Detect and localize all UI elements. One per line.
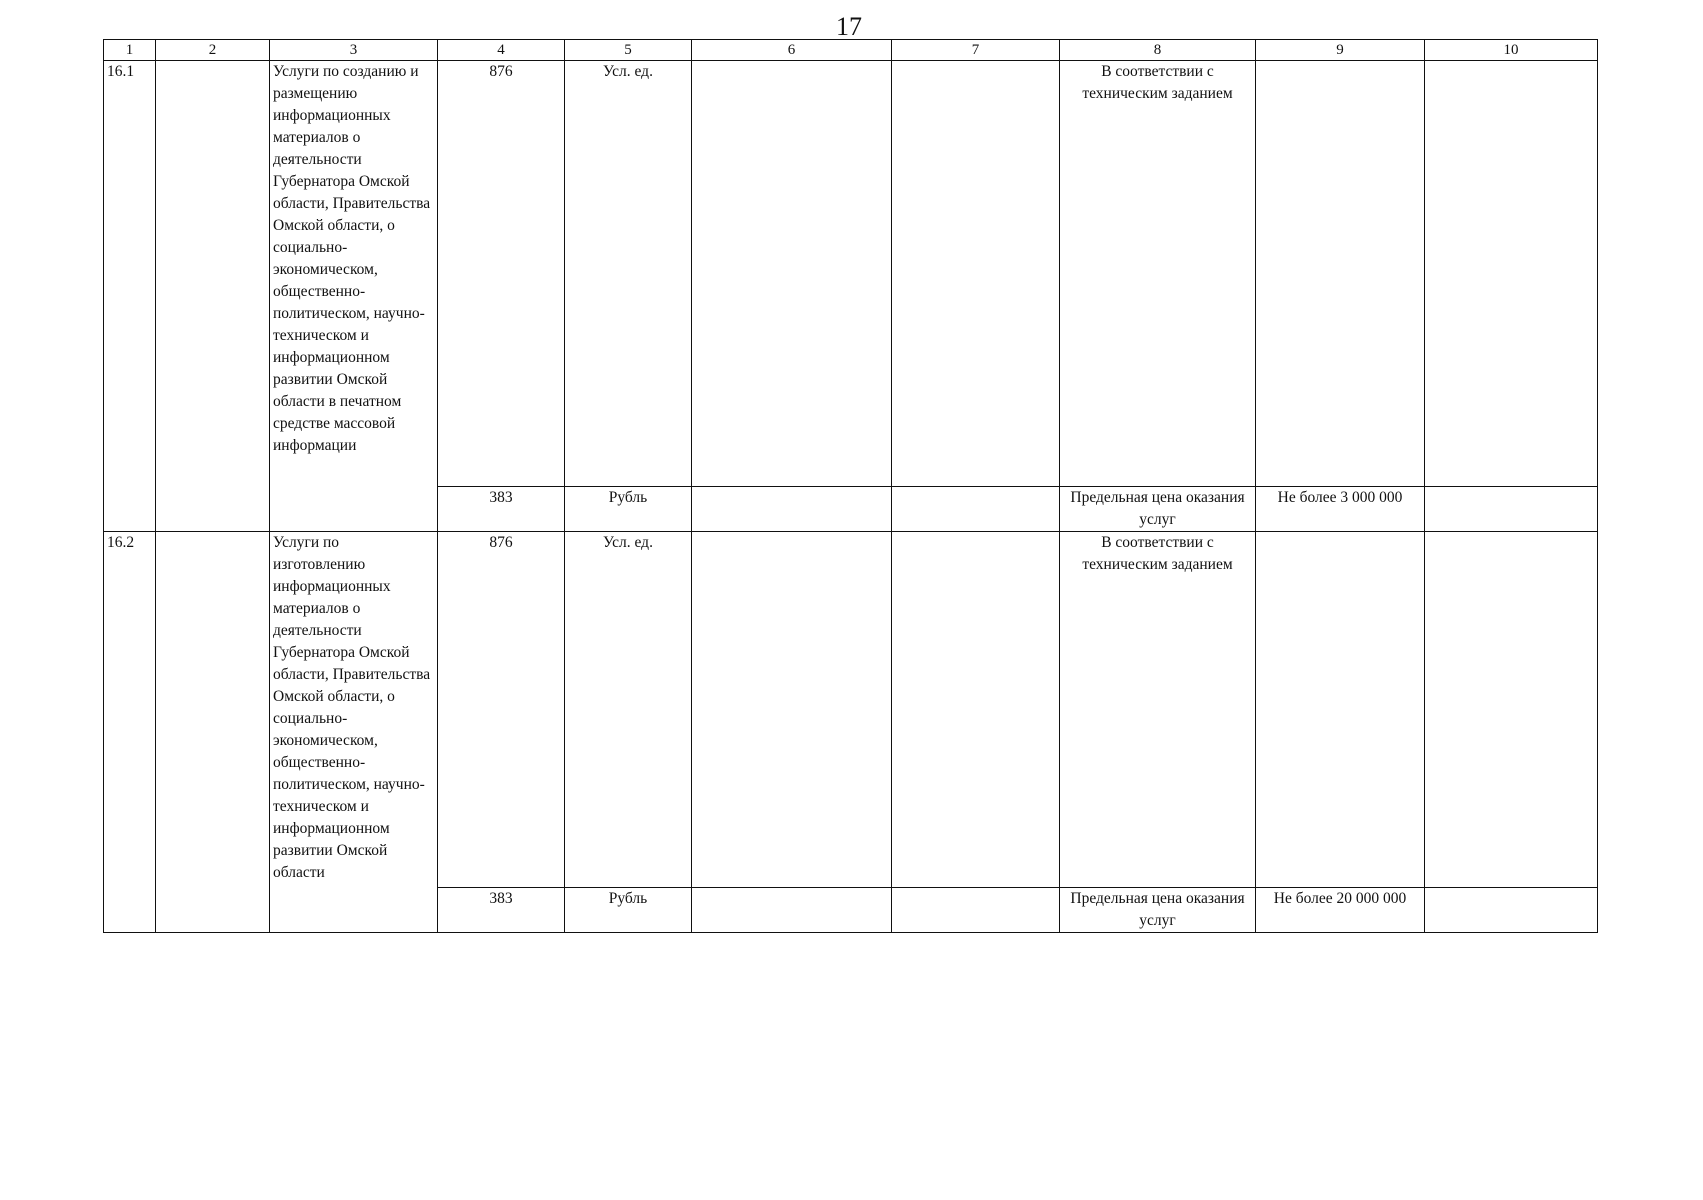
header-cell: 2 <box>156 40 270 61</box>
header-row <box>104 40 1598 61</box>
row-code: 876 <box>438 61 565 487</box>
header-cell: 10 <box>1425 40 1598 61</box>
row-value: Не более 20 000 000 <box>1256 888 1425 933</box>
row-col7 <box>892 888 1060 933</box>
row-unit: Усл. ед. <box>565 532 692 888</box>
row-characteristic: В соответствии с техническим заданием <box>1060 532 1256 888</box>
row-characteristic: Предельная цена оказания услуг <box>1060 888 1256 933</box>
header-cell: 3 <box>270 40 438 61</box>
row-id: 16.1 <box>104 61 156 532</box>
row-value <box>1256 532 1425 888</box>
row-col6 <box>692 532 892 888</box>
header-cell: 4 <box>438 40 565 61</box>
requirements-table <box>103 39 1598 933</box>
table-row <box>104 61 1598 487</box>
header-cell: 5 <box>565 40 692 61</box>
row-col2 <box>156 61 270 532</box>
row-code: 383 <box>438 888 565 933</box>
header-cell: 9 <box>1256 40 1425 61</box>
row-code: 876 <box>438 532 565 888</box>
row-col10 <box>1425 888 1598 933</box>
row-col7 <box>892 532 1060 888</box>
row-value: Не более 3 000 000 <box>1256 487 1425 532</box>
row-unit: Рубль <box>565 487 692 532</box>
row-description: Услуги по созданию и размещению информационных материалов о деятельности Губернатора Омской области, Правительства Омской области, о социально-экономическом, общественно-политическом, научно-техническом и информационном развитии Омской области в печатном средстве массовой информации <box>270 61 438 532</box>
row-id: 16.2 <box>104 532 156 933</box>
header-cell: 7 <box>892 40 1060 61</box>
row-col2 <box>156 532 270 933</box>
row-characteristic: Предельная цена оказания услуг <box>1060 487 1256 532</box>
row-value <box>1256 61 1425 487</box>
row-col7 <box>892 487 1060 532</box>
row-col6 <box>692 61 892 487</box>
header-cell: 1 <box>104 40 156 61</box>
row-code: 383 <box>438 487 565 532</box>
row-col10 <box>1425 61 1598 487</box>
row-col10 <box>1425 487 1598 532</box>
header-cell: 8 <box>1060 40 1256 61</box>
table-row <box>104 532 1598 888</box>
row-col7 <box>892 61 1060 487</box>
row-unit: Усл. ед. <box>565 61 692 487</box>
page-number: 17 <box>836 12 862 41</box>
row-characteristic: В соответствии с техническим заданием <box>1060 61 1256 487</box>
row-description: Услуги по изготовлению информационных материалов о деятельности Губернатора Омской области, Правительства Омской области, о социально-экономическом, общественно-политическом, научно-техническом и информационном развитии Омской области <box>270 532 438 933</box>
row-col6 <box>692 487 892 532</box>
row-col10 <box>1425 532 1598 888</box>
row-unit: Рубль <box>565 888 692 933</box>
header-cell: 6 <box>692 40 892 61</box>
row-col6 <box>692 888 892 933</box>
